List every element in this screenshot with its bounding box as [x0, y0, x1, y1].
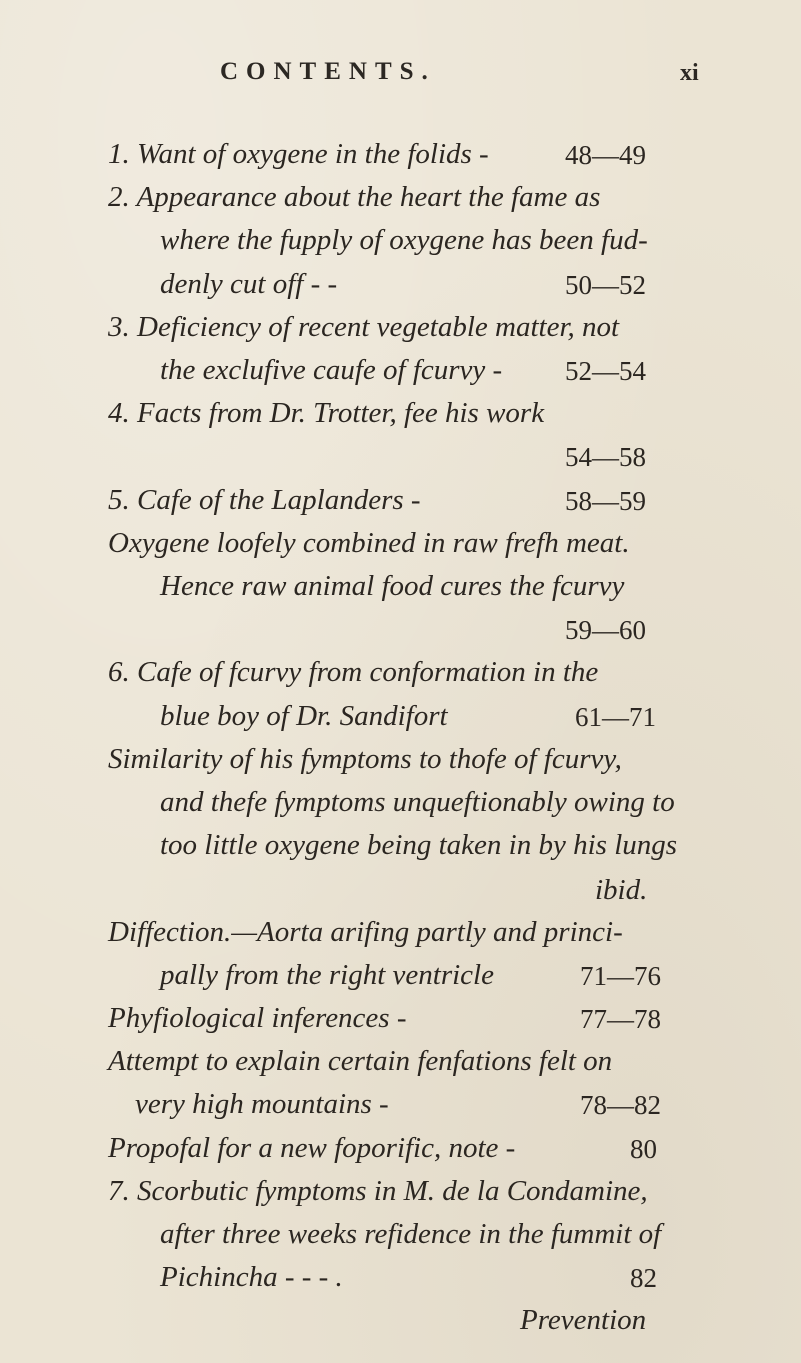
toc-entry-text: Phyfiological inferences - [108, 1002, 407, 1034]
toc-entry-text: pally from the right ventricle [160, 958, 494, 991]
toc-entry-pages: 71—76 [580, 960, 661, 991]
toc-entry-text: denly cut off - - [160, 267, 338, 300]
toc-entry-pages: 59—60 [565, 615, 646, 646]
toc-entry-pages: 54—58 [565, 442, 646, 473]
page-number: xi [680, 60, 699, 86]
toc-entry-text: after three weeks refidence in the fummit of [160, 1218, 662, 1250]
toc-entry-text: too little oxygene being taken in by his lungs [160, 829, 678, 862]
toc-entry-text: Hence raw animal food cures the fcurvy [160, 570, 625, 602]
running-header [0, 58, 801, 98]
toc-entry-pages: ibid. [595, 874, 648, 907]
toc-entry-text: Diffection.—Aorta arifing partly and princi- [108, 915, 623, 948]
toc-entry-text: the exclufive caufe of fcurvy - [160, 354, 503, 386]
toc-entry-pages: 48—49 [565, 140, 646, 170]
toc-entry-text: Pichincha - - - . [160, 1261, 343, 1294]
toc-entry-pages: 61—71 [575, 701, 656, 732]
toc-entry-text: and thefe fymptoms unqueftionably owing to [160, 786, 675, 818]
toc-entry-text: 6. Cafe of fcurvy from conformation in the [108, 656, 599, 689]
toc-entry-pages: 52—54 [565, 356, 646, 386]
toc-entry-text: 4. Facts from Dr. Trotter, fee his work [108, 397, 545, 430]
toc-entry-pages: 50—52 [565, 269, 646, 300]
toc-entry-text: 5. Cafe of the Laplanders - [108, 483, 421, 516]
toc-entry-text: where the fupply of oxygene has been fud- [160, 224, 648, 257]
toc-entry-pages: 58—59 [565, 485, 646, 516]
catchword: Prevention [520, 1304, 647, 1337]
toc-entry-text: 1. Want of oxygene in the folids - [108, 138, 489, 170]
toc-entry-text: Attempt to explain certain fenfations felt on [108, 1045, 613, 1078]
toc-entry-pages: 78—82 [580, 1090, 661, 1121]
contents-heading: CONTENTS. [220, 58, 436, 85]
toc-entry-text: 7. Scorbutic fymptoms in M. de la Condamine, [108, 1174, 648, 1207]
toc-entry-pages: 80 [630, 1133, 657, 1164]
toc-entry-pages: 82 [630, 1263, 657, 1294]
toc-entry-text: very high mountains - [135, 1088, 389, 1121]
toc-entry-text: Oxygene loofely combined in raw frefh meat. [108, 526, 630, 559]
toc-entry-text: Similarity of his fymptoms to thofe of fcurvy, [108, 742, 622, 775]
toc-entry-text: 3. Deficiency of recent vegetable matter, not [108, 310, 620, 343]
toc-entry-text: blue boy of Dr. Sandifort [160, 699, 448, 732]
toc-entry-pages: 77—78 [580, 1004, 661, 1034]
toc-entry-text: Propofal for a new foporific, note - [108, 1131, 516, 1164]
toc-entry-text: 2. Appearance about the heart the fame as [108, 181, 601, 214]
